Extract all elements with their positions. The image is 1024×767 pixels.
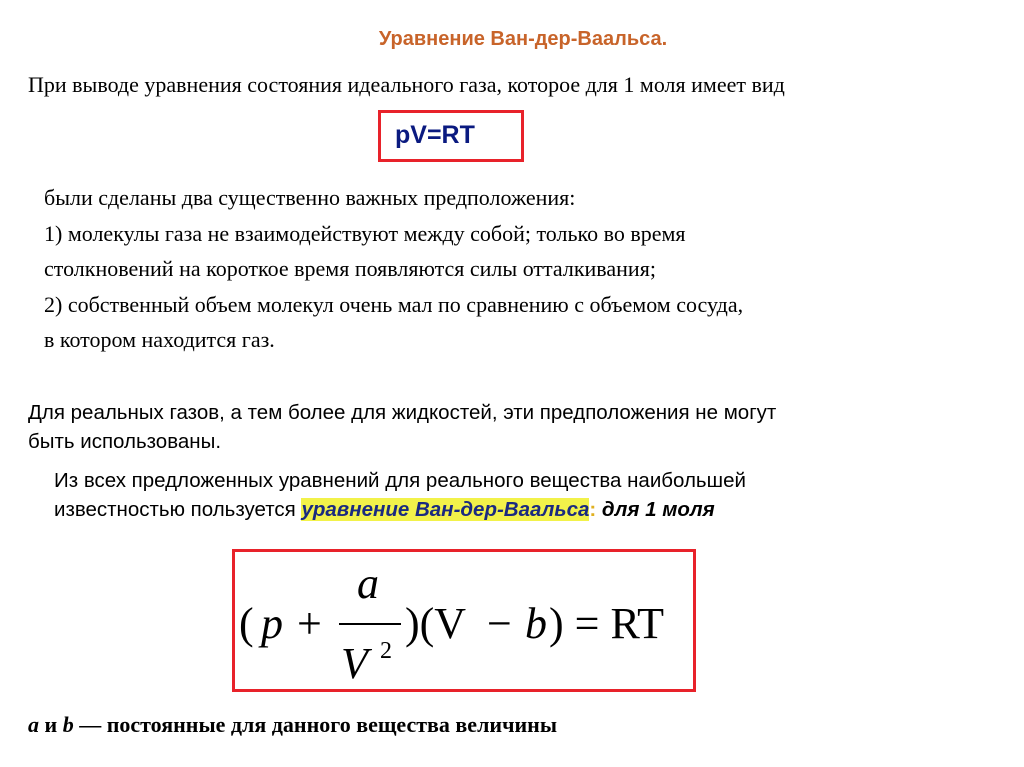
constants-note <box>28 712 557 738</box>
formula-p: p <box>261 599 283 648</box>
assumptions-line: были сделаны два существенно важных предположения: <box>44 185 576 210</box>
formula-b: b <box>525 599 547 648</box>
formula-exponent: 2 <box>380 638 392 664</box>
formula-V: V <box>341 639 368 688</box>
assumptions-line: 1) молекулы газа не взаимодействуют между собой; только во время <box>44 220 686 246</box>
formula-rest: ) = RT <box>549 599 665 648</box>
constant-b: b <box>62 712 74 737</box>
vdw-formula-box <box>232 549 696 692</box>
intro-text: При выводе уравнения состояния идеального газа, которое для 1 моля имеет вид <box>28 72 785 97</box>
real-gases-line: Для реальных газов, а тем более для жидкостей, эти предположения не могут <box>28 401 777 424</box>
page-title: Уравнение Ван-дер-Ваальса. <box>378 28 668 50</box>
known-equation-line: Из всех предложенных уравнений для реального вещества наибольшей <box>54 469 746 492</box>
formula-a: a <box>357 559 379 608</box>
constants-and: и <box>39 712 63 737</box>
formula-open-paren: ( <box>239 599 254 648</box>
assumptions-line: столкновений на короткое время появляются силы отталкивания; <box>44 256 656 281</box>
real-gases-paragraph <box>28 398 776 456</box>
formula-minus: − <box>487 599 512 648</box>
constant-a: a <box>28 712 39 737</box>
vdw-highlight: уравнение Ван-дер-Ваальса <box>301 498 590 521</box>
real-gases-line: быть использованы. <box>28 430 222 453</box>
vdw-formula <box>235 552 693 689</box>
formula-close-paren-V: )(V <box>405 599 467 648</box>
known-prefix: известностью пользуется <box>54 498 302 521</box>
known-equation-line <box>54 495 746 524</box>
known-equation-paragraph <box>54 466 746 524</box>
assumptions-line: 2) собственный объем молекул очень мал по сравнению с объемом сосуда, <box>44 291 744 317</box>
highlight-colon: : <box>589 498 597 521</box>
assumptions-line: в котором находится газ. <box>44 327 275 352</box>
constants-rest: — постоянные для данного вещества величины <box>73 712 558 737</box>
assumptions-paragraph <box>44 180 743 358</box>
ideal-gas-formula-box <box>378 110 524 162</box>
per-mole-text: для 1 моля <box>596 498 715 521</box>
formula-plus: + <box>297 599 322 648</box>
ideal-gas-formula: pV=RT <box>395 121 475 149</box>
